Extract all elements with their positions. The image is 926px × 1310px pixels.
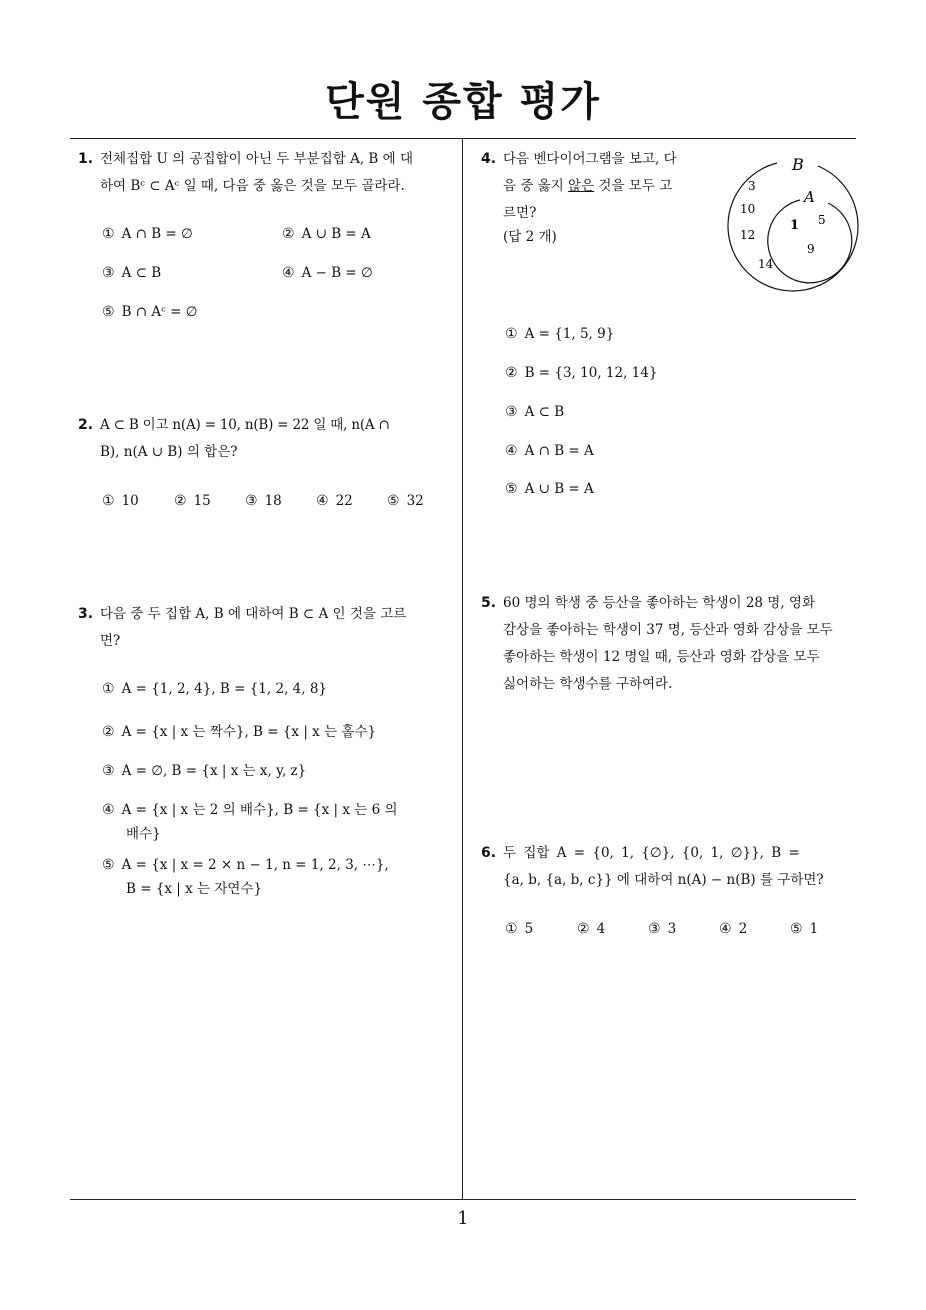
answer-option[interactable]: [387, 493, 424, 509]
choice-text: A ⊂ B: [524, 404, 565, 420]
choice-text: 5: [524, 921, 534, 937]
choice-text: 10: [121, 493, 139, 509]
choice-mark: ④: [505, 443, 518, 459]
question-line: 면?: [100, 633, 121, 649]
answer-option[interactable]: [102, 493, 139, 509]
answer-option[interactable]: [648, 921, 676, 937]
question-line: 싫어하는 학생수를 구하여라.: [503, 676, 673, 692]
question-line: 60 명의 학생 중 등산을 좋아하는 학생이 28 명, 영화: [503, 595, 816, 611]
choice-text: B = {3, 10, 12, 14}: [524, 365, 658, 381]
question-line: 좋아하는 학생이 12 명일 때, 등산과 영화 감상을 모두: [503, 649, 820, 665]
question-text: [503, 590, 861, 698]
choice-text: A = {x | x 는 짝수}, B = {x | x 는 홀수}: [121, 724, 377, 740]
answer-option[interactable]: [174, 493, 211, 509]
choice-mark: ②: [282, 226, 295, 242]
choice-mark: ⑤: [387, 493, 400, 509]
question-line: 하여 Bᶜ ⊂ Aᶜ 일 때, 다음 중 옳은 것을 모두 골라라.: [100, 178, 405, 194]
question-line: A ⊂ B 이고 n(A) = 10, n(B) = 22 일 때, n(A ∩: [100, 417, 390, 433]
question-text: [100, 412, 458, 466]
question-number: 4.: [481, 151, 497, 167]
question-line: 다음 벤다이어그램을 보고, 다: [503, 151, 677, 167]
answer-option[interactable]: [505, 404, 564, 420]
answer-option[interactable]: [282, 265, 373, 281]
choice-mark: ①: [505, 921, 518, 937]
choice-text: 3: [667, 921, 677, 937]
question-line: {a, b, {a, b, c}} 에 대하여 n(A) − n(B) 를 구하면?: [503, 872, 824, 888]
question-1: [78, 146, 458, 200]
question-4: [481, 146, 721, 247]
venn-element: 14: [758, 257, 774, 271]
question-line: [503, 173, 721, 200]
choice-mark: ①: [102, 493, 115, 509]
question-number: 1.: [78, 151, 94, 167]
question-line-part: 음 중 옳지: [503, 178, 569, 194]
choice-mark: ④: [102, 802, 115, 818]
choice-text: 1: [809, 921, 819, 937]
choice-mark: ⑤: [790, 921, 803, 937]
choice-mark: ②: [505, 365, 518, 381]
choice-text: 22: [335, 493, 353, 509]
answer-option[interactable]: [719, 921, 747, 937]
question-line: 다음 중 두 집합 A, B 에 대하여 B ⊂ A 인 것을 고르: [100, 606, 407, 622]
choice-mark: ④: [316, 493, 329, 509]
choice-mark: ③: [102, 265, 115, 281]
question-text: [100, 146, 458, 200]
question-number: 6.: [481, 845, 497, 861]
choice-mark: ②: [102, 724, 115, 740]
question-text: [100, 601, 458, 655]
choice-mark: ③: [102, 763, 115, 779]
question-number: 5.: [481, 595, 497, 611]
venn-element: 12: [740, 228, 756, 242]
question-text: [503, 146, 721, 247]
answer-count-note: (답 2 개): [503, 229, 557, 245]
venn-element: 10: [740, 202, 756, 216]
choice-text: 18: [264, 493, 282, 509]
answer-option[interactable]: [102, 853, 389, 901]
venn-diagram-svg: [720, 148, 870, 298]
answer-option[interactable]: [102, 759, 306, 779]
choice-text-continued: 배수}: [126, 826, 161, 842]
choice-text: A = {x | x 는 2 의 배수}, B = {x | x 는 6 의: [121, 802, 398, 818]
venn-element: 5: [818, 213, 826, 227]
question-line: 전체집합 U 의 공집합이 아닌 두 부분집합 A, B 에 대: [100, 151, 413, 167]
answer-option[interactable]: [505, 326, 614, 342]
choice-text: A = {x | x = 2 × n − 1, n = 1, 2, 3, ⋯},: [121, 857, 389, 873]
answer-option[interactable]: [102, 304, 197, 320]
choice-text: A = {1, 2, 4}, B = {1, 2, 4, 8}: [121, 681, 327, 697]
top-rule: [70, 138, 856, 139]
venn-diagram: [720, 148, 870, 298]
choice-mark: ②: [174, 493, 187, 509]
choice-mark: ③: [505, 404, 518, 420]
choice-text: 2: [738, 921, 748, 937]
answer-option[interactable]: [102, 681, 327, 697]
question-5: [481, 590, 861, 698]
answer-option[interactable]: [790, 921, 818, 937]
choice-mark: ⑤: [102, 304, 115, 320]
set-a-label: A: [804, 188, 815, 206]
question-2: [78, 412, 458, 466]
choice-text: A = ∅, B = {x | x 는 x, y, z}: [121, 763, 307, 779]
choice-mark: ④: [282, 265, 295, 281]
question-text: [503, 840, 861, 894]
answer-option[interactable]: [102, 720, 376, 740]
answer-option[interactable]: [102, 226, 193, 242]
answer-option[interactable]: [282, 226, 371, 242]
choice-text: 15: [193, 493, 211, 509]
choice-text: B ∩ Aᶜ = ∅: [121, 304, 198, 320]
question-line: B), n(A ∪ B) 의 합은?: [100, 444, 238, 460]
emphasis-underline: 않은: [568, 178, 595, 194]
choice-text: 32: [406, 493, 424, 509]
choice-text: A ∪ B = A: [524, 481, 594, 497]
venn-element: 9: [807, 242, 815, 256]
choice-mark: ①: [505, 326, 518, 342]
choice-text-continued: B = {x | x 는 자연수}: [126, 881, 263, 897]
bottom-rule: [70, 1199, 856, 1200]
question-number: 2.: [78, 417, 94, 433]
choice-mark: ①: [102, 226, 115, 242]
choice-text: A = {1, 5, 9}: [524, 326, 615, 342]
choice-mark: ③: [245, 493, 258, 509]
question-number: 3.: [78, 606, 94, 622]
choice-mark: ⑤: [102, 857, 115, 873]
set-b-label: B: [792, 155, 804, 174]
venn-element: 1: [790, 218, 800, 233]
question-3: [78, 601, 458, 655]
choice-text: A ∩ B = A: [524, 443, 594, 459]
answer-option[interactable]: [102, 798, 398, 846]
question-line: 두 집합 A = {0, 1, {∅}, {0, 1, ∅}}, B =: [503, 845, 800, 861]
answer-option[interactable]: [577, 921, 605, 937]
question-line: 감상을 좋아하는 학생이 37 명, 등산과 영화 감상을 모두: [503, 622, 833, 638]
choice-text: A ∩ B = ∅: [121, 226, 193, 242]
answer-option[interactable]: [505, 365, 657, 381]
answer-option[interactable]: [102, 265, 161, 281]
choice-mark: ④: [719, 921, 732, 937]
answer-option[interactable]: [505, 481, 594, 497]
choice-mark: ③: [648, 921, 661, 937]
answer-option[interactable]: [245, 493, 282, 509]
choice-text: A − B = ∅: [301, 265, 373, 281]
choice-text: A ⊂ B: [121, 265, 162, 281]
choice-text: A ∪ B = A: [301, 226, 371, 242]
question-6: [481, 840, 861, 894]
page-number: 1: [457, 1208, 469, 1229]
answer-option[interactable]: [505, 443, 594, 459]
choice-text: 4: [596, 921, 606, 937]
choice-mark: ⑤: [505, 481, 518, 497]
choice-mark: ①: [102, 681, 115, 697]
question-line-part: 것을 모두 고: [594, 178, 673, 194]
column-divider: [462, 138, 463, 1200]
venn-element: 3: [748, 179, 756, 193]
choice-mark: ②: [577, 921, 590, 937]
page-title: 단원 종합 평가: [325, 79, 601, 125]
answer-option[interactable]: [316, 493, 353, 509]
answer-option[interactable]: [505, 921, 533, 937]
question-line: 르면?: [503, 205, 537, 221]
